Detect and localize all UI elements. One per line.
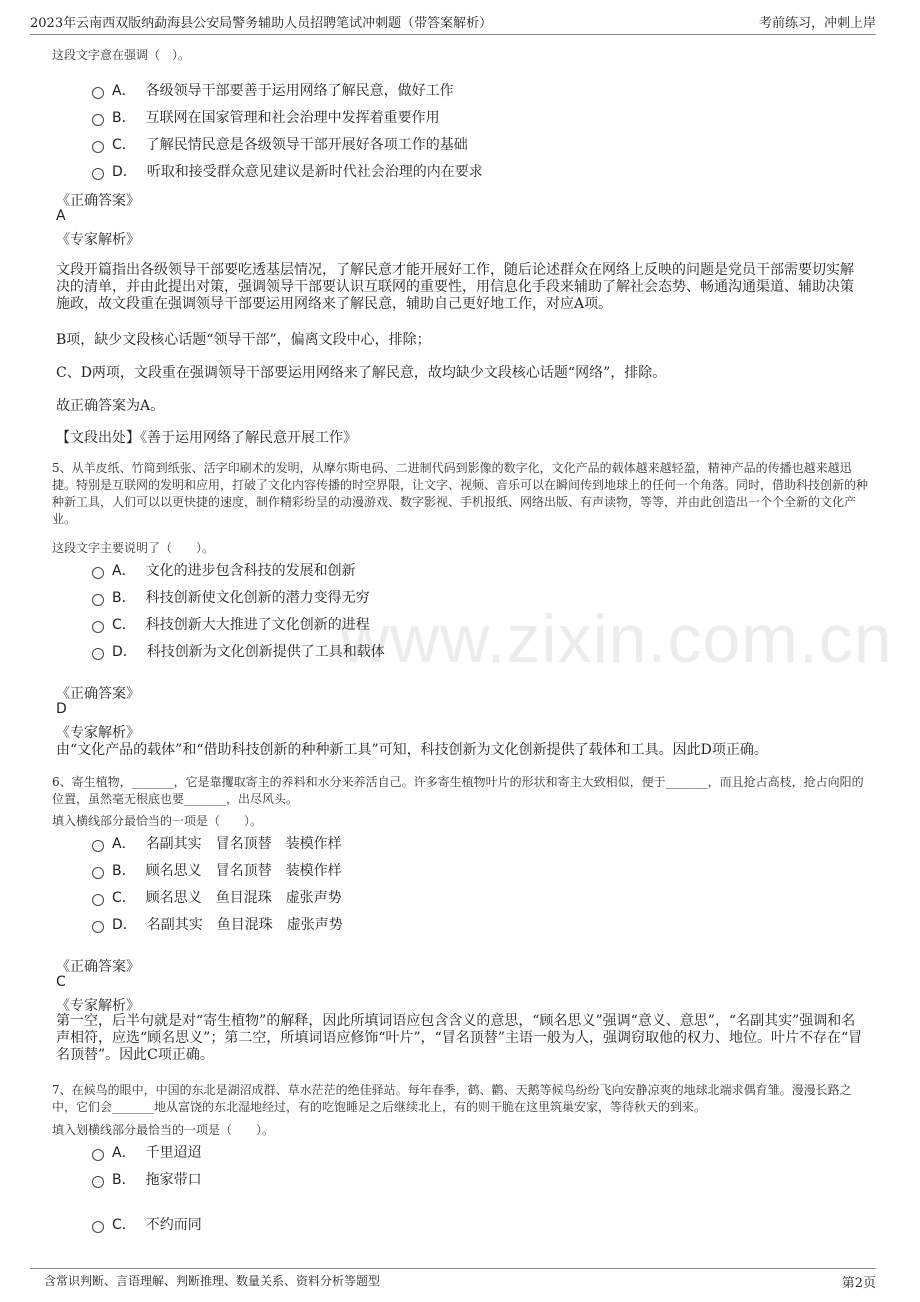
q4-source: 【文段出处】《善于运用网络了解民意开展工作》 [56, 430, 357, 446]
option-letter: A． [112, 836, 136, 852]
option-text: 互联网在国家管理和社会治理中发挥着重要作用 [145, 110, 440, 126]
radio-icon[interactable] [92, 87, 104, 99]
q6-option-b[interactable] [92, 860, 342, 880]
option-text: 文化的进步包含科技的发展和创新 [145, 563, 356, 579]
option-letter: A． [112, 1145, 136, 1161]
q5-option-d[interactable] [92, 641, 385, 661]
q4-option-d[interactable] [92, 161, 483, 181]
q4-analysis-paragraph-4: 故正确答案为A。 [56, 398, 165, 414]
radio-icon[interactable] [92, 621, 104, 633]
radio-icon[interactable] [92, 1149, 104, 1161]
option-text: 各级领导干部要善于运用网络了解民意，做好工作 [145, 83, 454, 99]
q5-analysis: 由“文化产品的载体”和“借助科技创新的种种新工具”可知，科技创新为文化创新提供了载体和工具。因此D项正确。 [56, 742, 768, 758]
option-letter: D． [112, 917, 137, 933]
q7-option-b[interactable] [92, 1169, 202, 1189]
q4-option-a[interactable] [92, 80, 454, 100]
q4-option-c[interactable] [92, 134, 468, 154]
document-title: 2023年云南西双版纳勐海县公安局警务辅助人员招聘笔试冲刺题（带答案解析） [30, 16, 493, 31]
q7-stem: 7、在候鸟的眼中，中国的东北是湖沼成群、草水茫茫的绝佳驿站。每年春季，鹤、鹳、天鹅等候鸟纷纷飞向安静凉爽的地球北端求偶育雏。漫漫长路之中，它们会_______地从富饶的东北湿地经过，有的吃饱睡足之后继续北上，有的则干脆在这里筑巢安家，等待秋天的到来。 [52, 1083, 852, 1114]
radio-icon[interactable] [92, 168, 104, 180]
radio-icon[interactable] [92, 594, 104, 606]
q5-stem: 5、从羊皮纸、竹简到纸张、活字印刷术的发明，从摩尔斯电码、二进制代码到影像的数字化，文化产品的载体越来越轻盈，精神产品的传播也越来越迅捷。特别是互联网的发明和应用，打破了文化内容传播的时空界限，让文字、视频、音乐可以在瞬间传到地球上的任何一个角落。同时，借助科技创新的种种新工具，人们可以以更快捷的速度，制作精彩纷呈的动漫游戏、数字影视、手机报纸、网络出版、有声读物，等等，并由此创造出一个个全新的文化产业。 [52, 461, 869, 526]
footer-topics: 含常识判断、言语理解、判断推理、数量关系、资料分析等题型 [44, 1274, 381, 1288]
option-text: 顾名思义 冒名顶替 装模作样 [145, 863, 342, 879]
option-letter: A． [112, 563, 136, 579]
q7-option-c[interactable] [92, 1214, 202, 1234]
option-text: 顾名思义 鱼目混珠 虚张声势 [145, 890, 342, 906]
option-letter: D． [112, 164, 137, 180]
option-letter: B． [112, 590, 136, 606]
q6-answer: C [56, 974, 66, 990]
option-text: 名副其实 冒名顶替 装模作样 [145, 836, 342, 852]
radio-icon[interactable] [92, 1221, 104, 1233]
q5-analysis-label: 《专家解析》 [56, 725, 140, 741]
radio-icon[interactable] [92, 648, 104, 660]
q4-analysis-paragraph-2: B项，缺少文段核心话题“领导干部”，偏离文段中心，排除； [56, 332, 431, 348]
option-letter: D． [112, 644, 137, 660]
radio-icon[interactable] [92, 1176, 104, 1188]
footer-divider [30, 1268, 876, 1269]
q4-analysis-paragraph-1: 文段开篇指出各级领导干部要吃透基层情况，了解民意才能开展好工作，随后论述群众在网络上反映的问题是党员干部需要切实解决的清单，并由此提出对策，强调领导干部要认识互联网的重要性，用信息化手段来辅助了解社会态势、畅通沟通渠道、辅助决策施政，故文段重在强调领导干部要运用网络来了解民意，辅助自己更好地工作，对应A项。 [56, 262, 854, 312]
watermark: www.zixin.com.cn [340, 601, 893, 677]
q6-stem: 6、寄生植物，_______，它是靠攫取寄主的养料和水分来养活自己。许多寄生植物叶片的形状和寄主大致相似，便于_______，而且抢占高枝，抢占向阳的位置，虽然毫无根底也要_______，出尽风头。 [52, 775, 864, 806]
q5-option-c[interactable] [92, 614, 370, 634]
option-text: 千里迢迢 [145, 1145, 202, 1161]
q6-analysis: 第一空，后半句就是对“寄生植物”的解释，因此所填词语应包含含义的意思，“顾名思义”强调“意义、意思”，“名副其实”强调和名声相符，应选“顾名思义”；第二空，所填词语应修饰“叶片”，“冒名顶替”主语一般为人，强调窃取他的权力、地位。叶片不存在“冒名顶替”。因此C项正确。 [56, 1013, 863, 1063]
q6-option-a[interactable] [92, 833, 342, 853]
q4-analysis-paragraph-3: C、D两项，文段重在强调领导干部要运用网络来了解民意，故均缺少文段核心话题“网络”，排除。 [56, 365, 667, 381]
option-text: 听取和接受群众意见建议是新时代社会治理的内在要求 [146, 164, 483, 180]
q5-option-a[interactable] [92, 560, 356, 580]
q6-option-d[interactable] [92, 914, 343, 934]
q4-option-b[interactable] [92, 107, 440, 127]
header-slogan: 考前练习，冲刺上岸 [758, 16, 876, 31]
q5-question: 这段文字主要说明了（ ）。 [52, 541, 215, 555]
option-text: 不约而同 [145, 1217, 202, 1233]
q7-question: 填入划横线部分最恰当的一项是（ ）。 [52, 1123, 275, 1137]
radio-icon[interactable] [92, 867, 104, 879]
page-number: 第2页 [841, 1276, 876, 1291]
q6-analysis-label: 《专家解析》 [56, 998, 140, 1014]
option-letter: C． [112, 890, 136, 906]
option-text: 拖家带口 [145, 1172, 202, 1188]
option-letter: B． [112, 110, 136, 126]
option-letter: B． [112, 1172, 136, 1188]
q6-question: 填入横线部分最恰当的一项是（ ）。 [52, 814, 263, 828]
q4-answer: A [56, 208, 66, 224]
header-divider [30, 34, 876, 35]
q6-option-c[interactable] [92, 887, 342, 907]
option-text: 名副其实 鱼目混珠 虚张声势 [146, 917, 343, 933]
option-text: 科技创新为文化创新提供了工具和载体 [146, 644, 385, 660]
q5-answer: D [56, 701, 67, 717]
q7-option-a[interactable] [92, 1142, 202, 1162]
radio-icon[interactable] [92, 894, 104, 906]
q5-option-b[interactable] [92, 587, 370, 607]
q4-stem-tail: 这段文字意在强调（ ）。 [52, 48, 191, 62]
q4-analysis-label: 《专家解析》 [56, 232, 140, 248]
option-letter: A． [112, 83, 136, 99]
radio-icon[interactable] [92, 114, 104, 126]
q4-answer-label: 《正确答案》 [56, 193, 140, 209]
radio-icon[interactable] [92, 921, 104, 933]
radio-icon[interactable] [92, 567, 104, 579]
option-letter: C． [112, 617, 136, 633]
q5-answer-label: 《正确答案》 [56, 686, 140, 702]
option-letter: C． [112, 137, 136, 153]
option-text: 科技创新大大推进了文化创新的进程 [145, 617, 370, 633]
radio-icon[interactable] [92, 141, 104, 153]
option-letter: B． [112, 863, 136, 879]
option-text: 科技创新使文化创新的潜力变得无穷 [145, 590, 370, 606]
option-letter: C． [112, 1217, 136, 1233]
q6-answer-label: 《正确答案》 [56, 959, 140, 975]
radio-icon[interactable] [92, 840, 104, 852]
option-text: 了解民情民意是各级领导干部开展好各项工作的基础 [145, 137, 468, 153]
